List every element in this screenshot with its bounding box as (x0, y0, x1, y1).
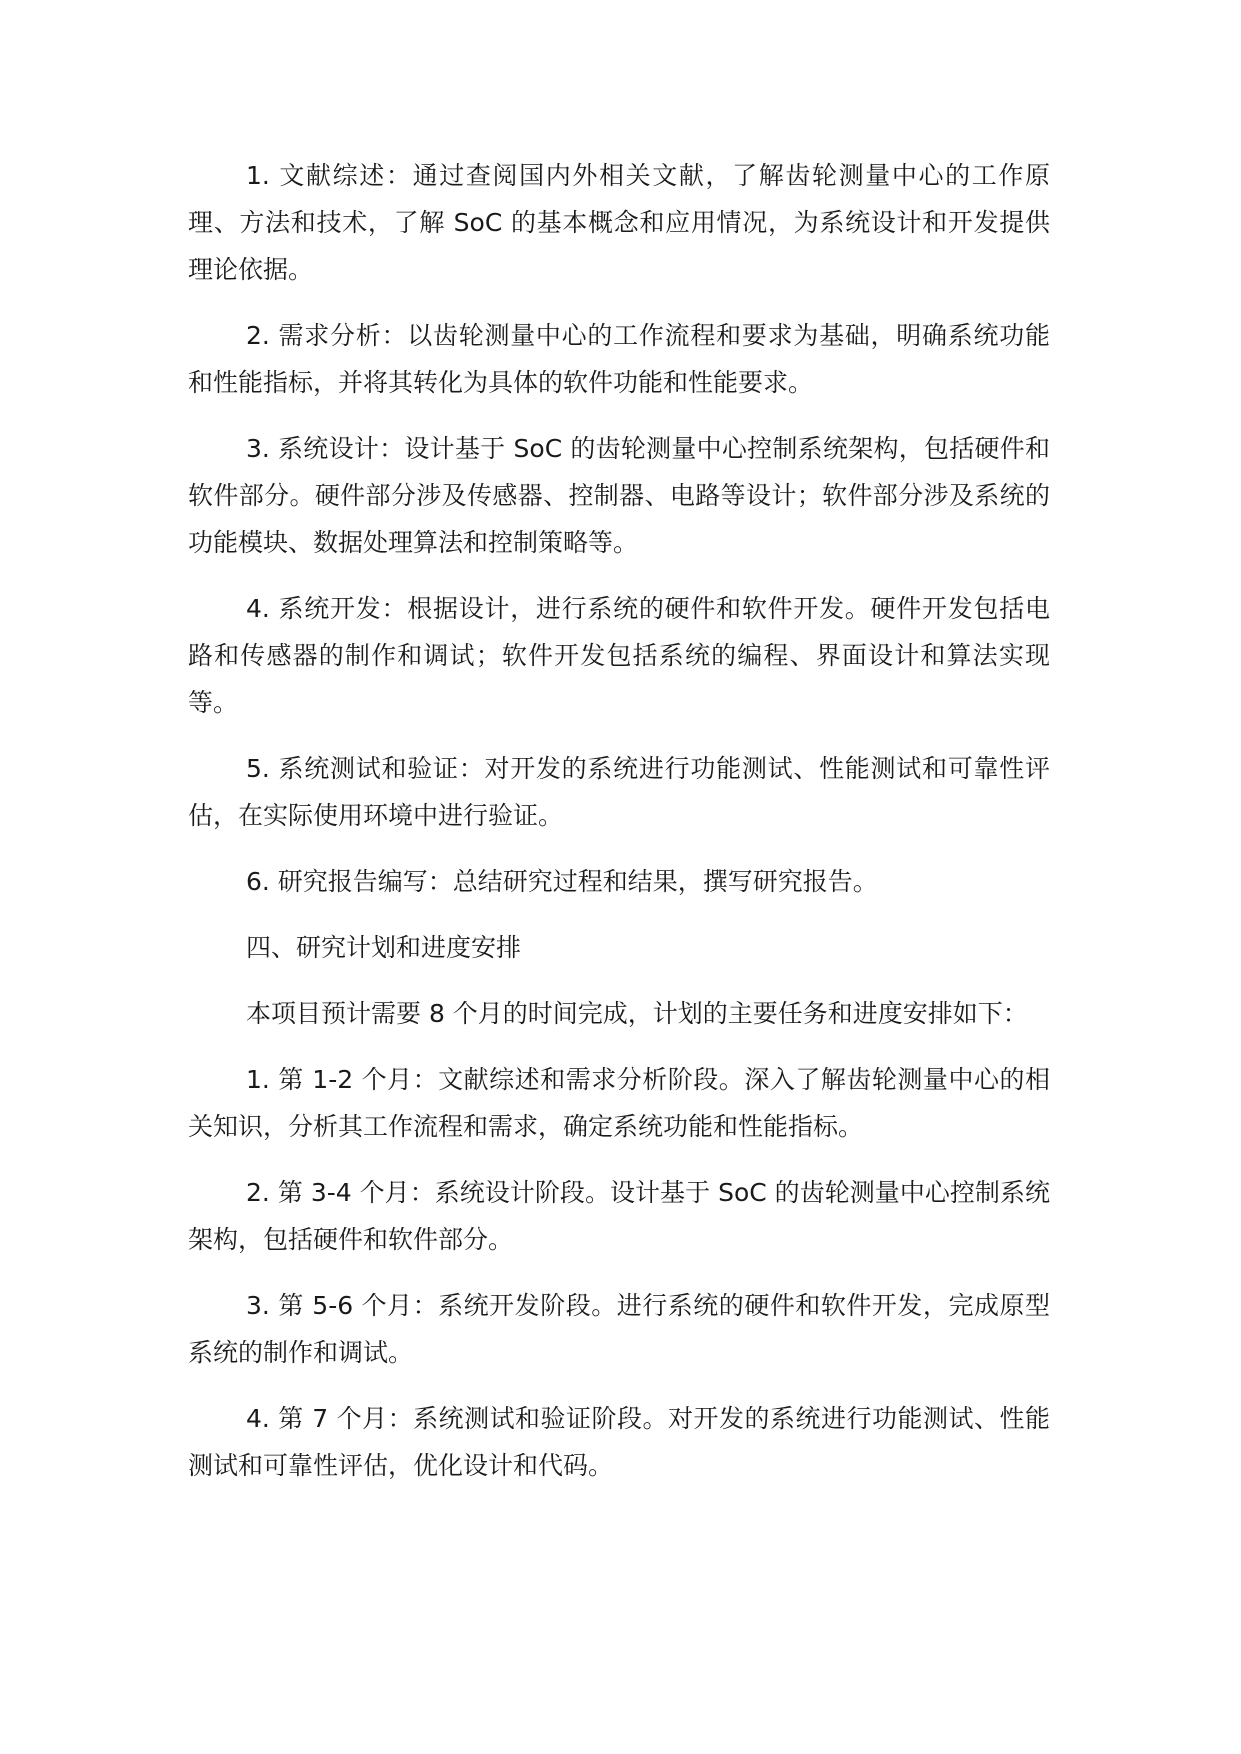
paragraph-testing-validation: 5. 系统测试和验证：对开发的系统进行功能测试、性能测试和可靠性评估，在实际使用环境中进行验证。 (188, 754, 1050, 830)
section-heading-plan: 四、研究计划和进度安排 (246, 933, 522, 962)
paragraph-requirements-analysis: 2. 需求分析：以齿轮测量中心的工作流程和要求为基础，明确系统功能和性能指标，并将其转化为具体的软件功能和性能要求。 (188, 321, 1050, 397)
paragraph-schedule-months-5-6: 3. 第 5-6 个月：系统开发阶段。进行系统的硬件和软件开发，完成原型系统的制作和调试。 (188, 1291, 1050, 1367)
paragraph-schedule-month-7: 4. 第 7 个月：系统测试和验证阶段。对开发的系统进行功能测试、性能测试和可靠性评估，优化设计和代码。 (188, 1404, 1050, 1480)
document-body (188, 152, 1050, 1508)
paragraph-schedule-months-3-4: 2. 第 3-4 个月：系统设计阶段。设计基于 SoC 的齿轮测量中心控制系统架构，包括硬件和软件部分。 (188, 1178, 1050, 1254)
paragraph-literature-review: 1. 文献综述：通过查阅国内外相关文献，了解齿轮测量中心的工作原理、方法和技术，了解 SoC 的基本概念和应用情况，为系统设计和开发提供理论依据。 (188, 161, 1050, 284)
paragraph-system-development: 4. 系统开发：根据设计，进行系统的硬件和软件开发。硬件开发包括电路和传感器的制作和调试；软件开发包括系统的编程、界面设计和算法实现等。 (188, 594, 1050, 717)
paragraph-plan-intro: 本项目预计需要 8 个月的时间完成，计划的主要任务和进度安排如下： (246, 999, 1028, 1028)
paragraph-report-writing: 6. 研究报告编写：总结研究过程和结果，撰写研究报告。 (246, 867, 878, 896)
paragraph-schedule-months-1-2: 1. 第 1-2 个月：文献综述和需求分析阶段。深入了解齿轮测量中心的相关知识，分析其工作流程和需求，确定系统功能和性能指标。 (188, 1065, 1050, 1141)
paragraph-system-design: 3. 系统设计：设计基于 SoC 的齿轮测量中心控制系统架构，包括硬件和软件部分。硬件部分涉及传感器、控制器、电路等设计；软件部分涉及系统的功能模块、数据处理算法和控制策略等。 (188, 434, 1050, 557)
